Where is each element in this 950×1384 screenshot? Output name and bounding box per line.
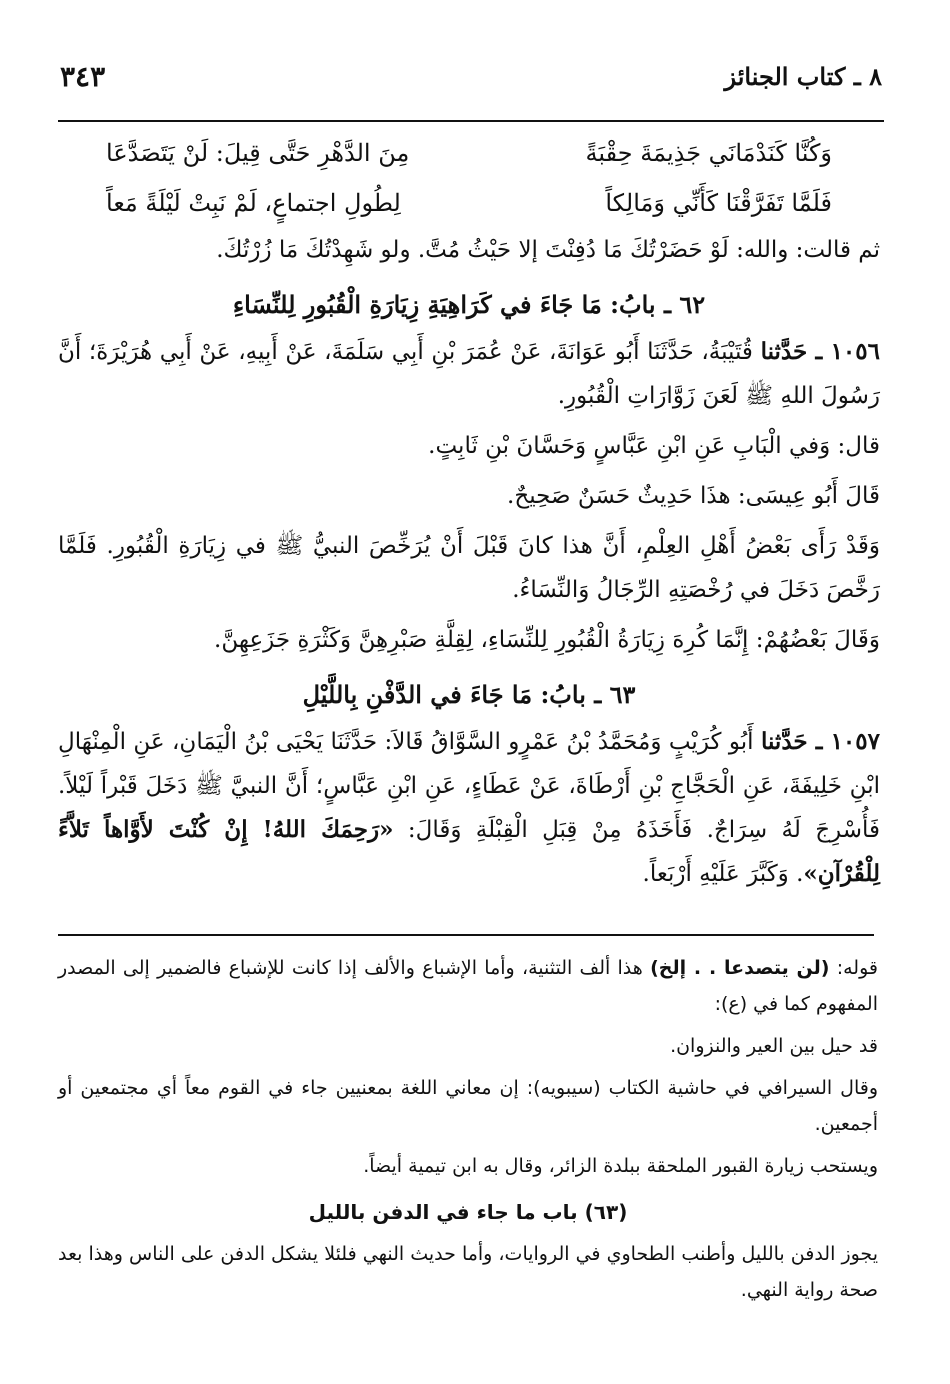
footnote-paragraph <box>58 950 878 1022</box>
poem-verse-1 <box>58 128 880 178</box>
hadith-1057 <box>58 720 880 896</box>
footnote-heading: (٦٣) باب ما جاء في الدفن بالليل <box>308 1200 628 1224</box>
commentary-paragraph: قال: وَفي الْبَابِ عَنِ ابْنِ عَبَّاسٍ وَحَسَّانَ بْنِ ثَابِتٍ. <box>428 433 880 459</box>
footnote-rule <box>58 934 874 936</box>
hadith-text: أَبُو كُرَيْبٍ وَمُحَمَّدُ بْنُ عَمْرٍو السَّوَّاقُ قَالاَ: حَدَّثَنَا يَحْيَى بْنُ الْيَمَانِ، عَنِ الْمِنْهَالِ ابْنِ خَلِيفَةَ، عَنِ الْحَجَّاجِ بْنِ أَرْطَاةَ، عَنْ عَطَاءٍ، عَنِ ابْنِ عَبَّاسٍ؛ أَنَّ النبيَّ ﷺ دَخَلَ قَبْراً لَيْلاً. فَأُسْرِجَ لَهُ سِرَاجٌ. فَأَخَذَهُ مِنْ قِبَلِ الْقِبْلَةِ وَقَالَ: <box>58 729 881 843</box>
commentary-paragraph: وَقَالَ بَعْضُهُمْ: إِنَّمَا كُرِهَ زِيَارَةُ الْقُبُورِ لِلنِّسَاءِ، لِقِلَّةِ صَبْرِهِنَّ وَكَثْرَةِ جَزَعِهِنَّ. <box>214 627 880 653</box>
poem-hemistich: وَكُنَّا كَنَدْمَانَي جَذِيمَةَ حِقْبَةً <box>585 139 832 167</box>
footnote-paragraph: وقال السيرافي في حاشية الكتاب (سيبويه): إن معاني اللغة بمعنيين جاء في القوم معاً أي مجتمعين أو أجمعين. <box>58 1077 878 1135</box>
poem-hemistich: فَلَمَّا تَفَرَّقْنَا كَأَنِّي وَمَالِكاً <box>605 189 832 217</box>
footnote-paragraph: ويستحب زيارة القبور الملحقة ببلدة الزائر، وقال به ابن تيمية أيضاً. <box>363 1155 878 1177</box>
footnote-paragraph: قد حيل بين العير والنزوان. <box>670 1035 878 1057</box>
poem-verse-2 <box>58 178 880 228</box>
commentary-paragraph: وَقَدْ رَأَى بَعْضُ أَهْلِ العِلْمِ، أَنَّ هذا كانَ قَبْلَ أَنْ يُرَخِّصَ النبيُّ ﷺ في زِيَارَةِ الْقُبُورِ. فَلَمَّا رَخَّصَ دَخَلَ في رُخْصَتِهِ الرِّجَالُ وَالنِّسَاءُ. <box>58 533 880 603</box>
footnote-prefix: قوله: <box>836 957 878 979</box>
footnotes <box>58 950 878 1314</box>
hadith-number: ١٠٥٧ ـ حَدَّثنا <box>760 728 880 755</box>
running-head-chapter: ٨ ـ كتاب الجنائز <box>724 62 882 91</box>
hadith-text-end: . وَكَبَّرَ عَلَيْهِ أَرْبَعاً. <box>642 861 804 887</box>
hadith-1056 <box>58 330 880 418</box>
prophetic-quote: «رَحِمَكَ اللهُ! إِنْ كُنْتَ لأَوَّاهاً تَلاَّءً لِلْقُرْآنِ» <box>58 816 880 887</box>
main-text <box>58 128 880 902</box>
hadith-text: قُتَيْبَةُ، حَدَّثَنَا أَبُو عَوَانَةَ، عَنْ عُمَرَ بْنِ أَبِي سَلَمَةَ، عَنْ أَبِيهِ، عَنْ أَبِي هُرَيْرَةَ؛ أَنَّ رَسُولَ اللهِ ﷺ لَعَنَ زَوَّارَاتِ الْقُبُورِ. <box>58 339 880 409</box>
poem-hemistich: لِطُولِ اجتماعٍ، لَمْ نَبِتْ لَيْلَةً مَعاً <box>106 189 401 217</box>
chapter-63-title: ٦٣ ـ بابُ: مَا جَاءَ في الدَّفْنِ بِاللَّيْلِ <box>302 680 636 709</box>
page-number: ٣٤٣ <box>60 60 106 93</box>
footnote-lemma: (لن يتصدعا . . إلخ) <box>650 957 830 979</box>
hadith-number: ١٠٥٦ ـ حَدَّثنا <box>760 338 880 365</box>
commentary-paragraph: قَالَ أَبُو عِيسَى: هذَا حَدِيثٌ حَسَنٌ صَحِيحٌ. <box>507 483 880 509</box>
chapter-62-title: ٦٢ ـ بابُ: مَا جَاءَ في كَرَاهِيَةِ زِيَارَةِ الْقُبُورِ لِلنِّسَاءِ <box>232 290 706 319</box>
footnote-paragraph: يجوز الدفن بالليل وأطنب الطحاوي في الروايات، وأما حديث النهي فلئلا يشكل الدفن على الناس وهذا بعد صحة رواية النهي. <box>58 1243 878 1301</box>
poem-hemistich: مِنَ الدَّهْرِ حَتَّى قِيلَ: لَنْ يَتَصَدَّعَا <box>106 139 410 167</box>
header-rule <box>58 120 884 122</box>
footnote-text: هذا ألف التثنية، وأما الإشباع والألف إذا كانت للإشباع فالضمير إلى المصدر المفهوم كما في (ع): <box>58 957 878 1015</box>
narration-conclusion: ثم قالت: والله: لَوْ حَضَرْتُكَ مَا دُفِنْتَ إلا حَيْثُ مُتَّ. ولو شَهِدْتُكَ مَا زُرْتُكَ. <box>216 237 880 263</box>
